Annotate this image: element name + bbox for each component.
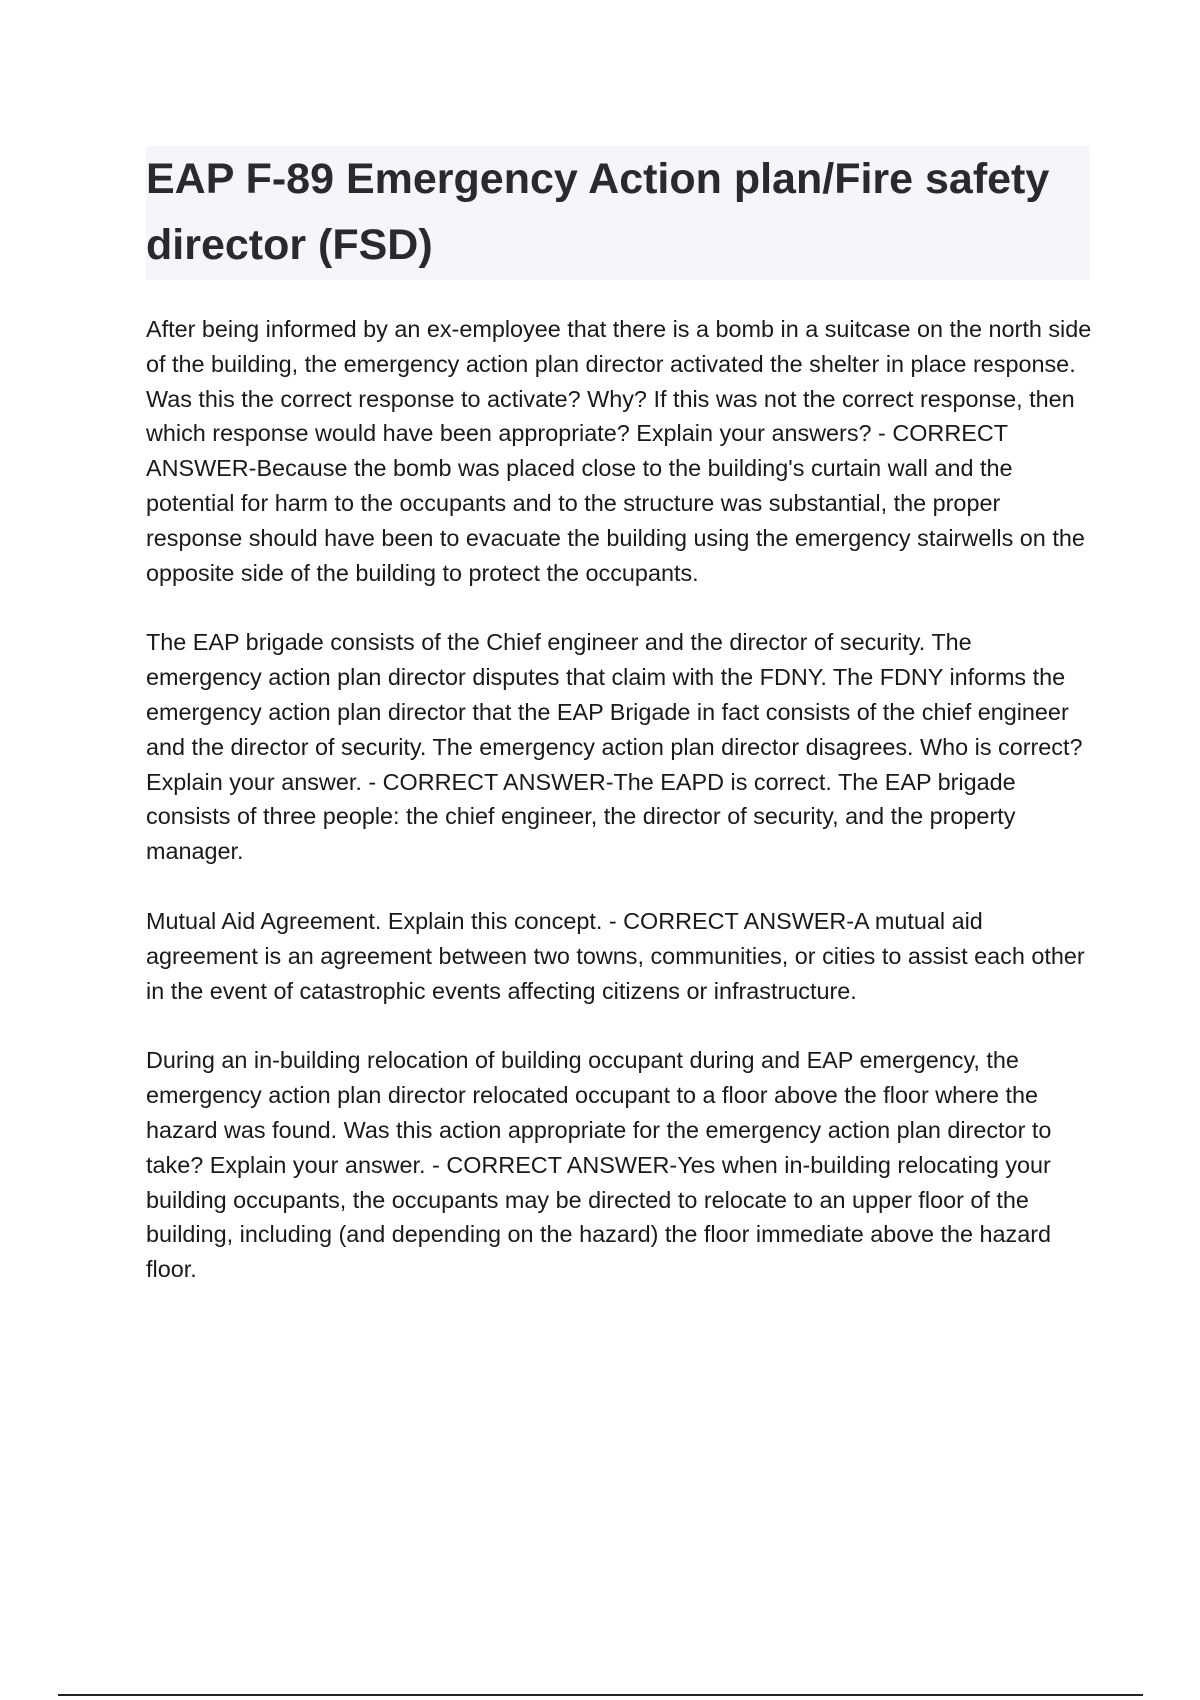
title-banner	[146, 146, 1090, 280]
page-title: EAP F-89 Emergency Action plan/Fire safety director (FSD)	[146, 155, 1050, 269]
qa-item-3: Mutual Aid Agreement. Explain this concept. - CORRECT ANSWER-A mutual aid agreement is an agreement between two towns, communities, or cities to assist each other in the event of catastrophic events affecting citizens or infrastructure.	[146, 907, 1085, 1004]
qa-item-2: The EAP brigade consists of the Chief engineer and the director of security. The emergency action plan director disputes that claim with the FDNY. The FDNY informs the emergency action plan director that the EAP Brigade in fact consists of the chief engineer and the director of security. The emergency action plan director disagrees. Who is correct? Explain your answer. - CORRECT ANSWER-The EAPD is correct. The EAP brigade consists of three people: the chief engineer, the director of security, and the property manager.	[146, 629, 1083, 865]
qa-item-1: After being informed by an ex-employee that there is a bomb in a suitcase on the north side of the building, the emergency action plan director activated the shelter in place response. Was this the correct response to activate? Why? If this was not the correct response, then which response would have been appropriate? Explain your answers? - CORRECT ANSWER-Because the bomb was placed close to the building's curtain wall and the potential for harm to the occupants and to the structure was substantial, the proper response should have been to evacuate the building using the emergency stairwells on the opposite side of the building to protect the occupants.	[146, 316, 1092, 586]
qa-item-4: During an in-building relocation of building occupant during and EAP emergency, the emergency action plan director relocated occupant to a floor above the floor where the hazard was found. Was this action appropriate for the emergency action plan director to take? Explain your answer. - CORRECT ANSWER-Yes when in-building relocating your building occupants, the occupants may be directed to relocate to an upper floor of the building, including (and depending on the hazard) the floor immediate above the hazard floor.	[146, 1047, 1052, 1283]
question-list	[146, 312, 1092, 1322]
footer-divider	[58, 1694, 1143, 1696]
